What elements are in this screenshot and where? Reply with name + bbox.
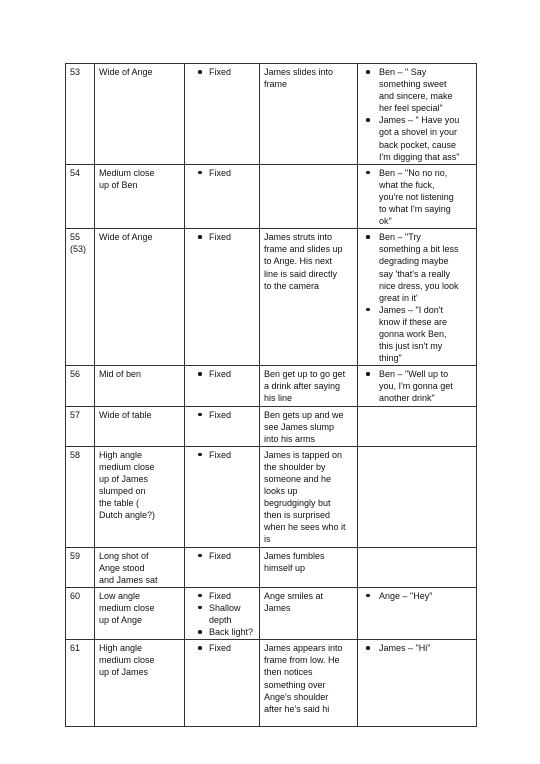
camera-cell [185,164,260,228]
camera-cell [185,406,260,446]
dialogue-cell [358,229,477,366]
dialogue-cell [358,640,477,727]
camera-item: Fixed [189,167,256,179]
dialogue-list [362,231,473,364]
table-row [66,547,477,587]
shot-number: 59 [66,547,95,587]
camera-item: Back light? [189,626,256,638]
shot-number: 60 [66,587,95,639]
dialogue-cell [358,164,477,228]
shot-list-table [65,63,477,727]
shot-number: 53 [66,64,95,165]
action-cell: Ben get up to go get a drink after saying his line [260,366,358,406]
dialogue-line: Ben – "Well up to you, I'm gonna get another drink" [362,368,473,404]
camera-list [189,231,256,243]
dialogue-line: Ange – "Hey" [362,590,473,602]
camera-item: Fixed [189,368,256,380]
camera-list [189,66,256,78]
shot-type: High angle medium close up of James slumped on the table ( Dutch angle?) [95,446,185,547]
camera-item: Fixed [189,231,256,243]
action-cell: James fumbles himself up [260,547,358,587]
shot-type: Mid of ben [95,366,185,406]
camera-list [189,167,256,179]
dialogue-line: James – "Hi" [362,642,473,654]
camera-cell [185,229,260,366]
camera-item: Fixed [189,449,256,461]
camera-item: Shallow depth [189,602,256,626]
table-row [66,587,477,639]
camera-list [189,550,256,562]
dialogue-line: James – "I don't know if these are gonna work Ben, this just isn't my thing" [362,304,473,364]
action-cell [260,164,358,228]
camera-item: Fixed [189,550,256,562]
shot-type: Long shot of Ange stood and James sat [95,547,185,587]
table-row [66,366,477,406]
camera-list [189,590,256,638]
action-cell: James appears into frame from low. He then notices something over Ange's shoulder after he's said hi [260,640,358,727]
dialogue-cell [358,406,477,446]
shot-type: Medium close up of Ben [95,164,185,228]
dialogue-line: Ben – " Say something sweet and sincere, make her feel special" [362,66,473,114]
dialogue-cell [358,587,477,639]
dialogue-list [362,66,473,163]
camera-cell [185,446,260,547]
dialogue-list [362,590,473,602]
shot-type: Wide of Ange [95,64,185,165]
camera-list [189,642,256,654]
action-cell: James slides into frame [260,64,358,165]
camera-item: Fixed [189,590,256,602]
dialogue-list [362,642,473,654]
shot-list-body [66,64,477,727]
dialogue-line: Ben – "No no no, what the fuck, you're not listening to what I'm saying ok" [362,167,473,227]
table-row [66,164,477,228]
table-row [66,640,477,727]
shot-number: 58 [66,446,95,547]
table-row [66,64,477,165]
camera-item: Fixed [189,66,256,78]
dialogue-cell [358,366,477,406]
table-row [66,446,477,547]
shot-type: Low angle medium close up of Ange [95,587,185,639]
camera-cell [185,587,260,639]
camera-cell [185,547,260,587]
dialogue-cell [358,547,477,587]
camera-cell [185,64,260,165]
shot-number: 55 (53) [66,229,95,366]
action-cell: James is tapped on the shoulder by someone and he looks up begrudgingly but then is surprised when he sees who it is [260,446,358,547]
camera-item: Fixed [189,409,256,421]
shot-number: 61 [66,640,95,727]
shot-type: Wide of Ange [95,229,185,366]
dialogue-line: Ben – "Try something a bit less degrading maybe say 'that's a really nice dress, you look great in it' [362,231,473,304]
camera-cell [185,366,260,406]
table-row [66,406,477,446]
action-cell: Ange smiles at James [260,587,358,639]
shot-number: 54 [66,164,95,228]
shot-type: High angle medium close up of James [95,640,185,727]
shot-number: 56 [66,366,95,406]
dialogue-cell [358,446,477,547]
table-row [66,229,477,366]
camera-item: Fixed [189,642,256,654]
camera-list [189,409,256,421]
camera-list [189,449,256,461]
shot-number: 57 [66,406,95,446]
camera-list [189,368,256,380]
action-cell: James struts into frame and slides up to Ange. His next line is said directly to the camera [260,229,358,366]
dialogue-line: James – " Have you got a shovel in your back pocket, cause I'm digging that ass" [362,114,473,162]
shot-type: Wide of table [95,406,185,446]
action-cell: Ben gets up and we see James slump into his arms [260,406,358,446]
dialogue-list [362,167,473,227]
dialogue-list [362,368,473,404]
dialogue-cell [358,64,477,165]
camera-cell [185,640,260,727]
